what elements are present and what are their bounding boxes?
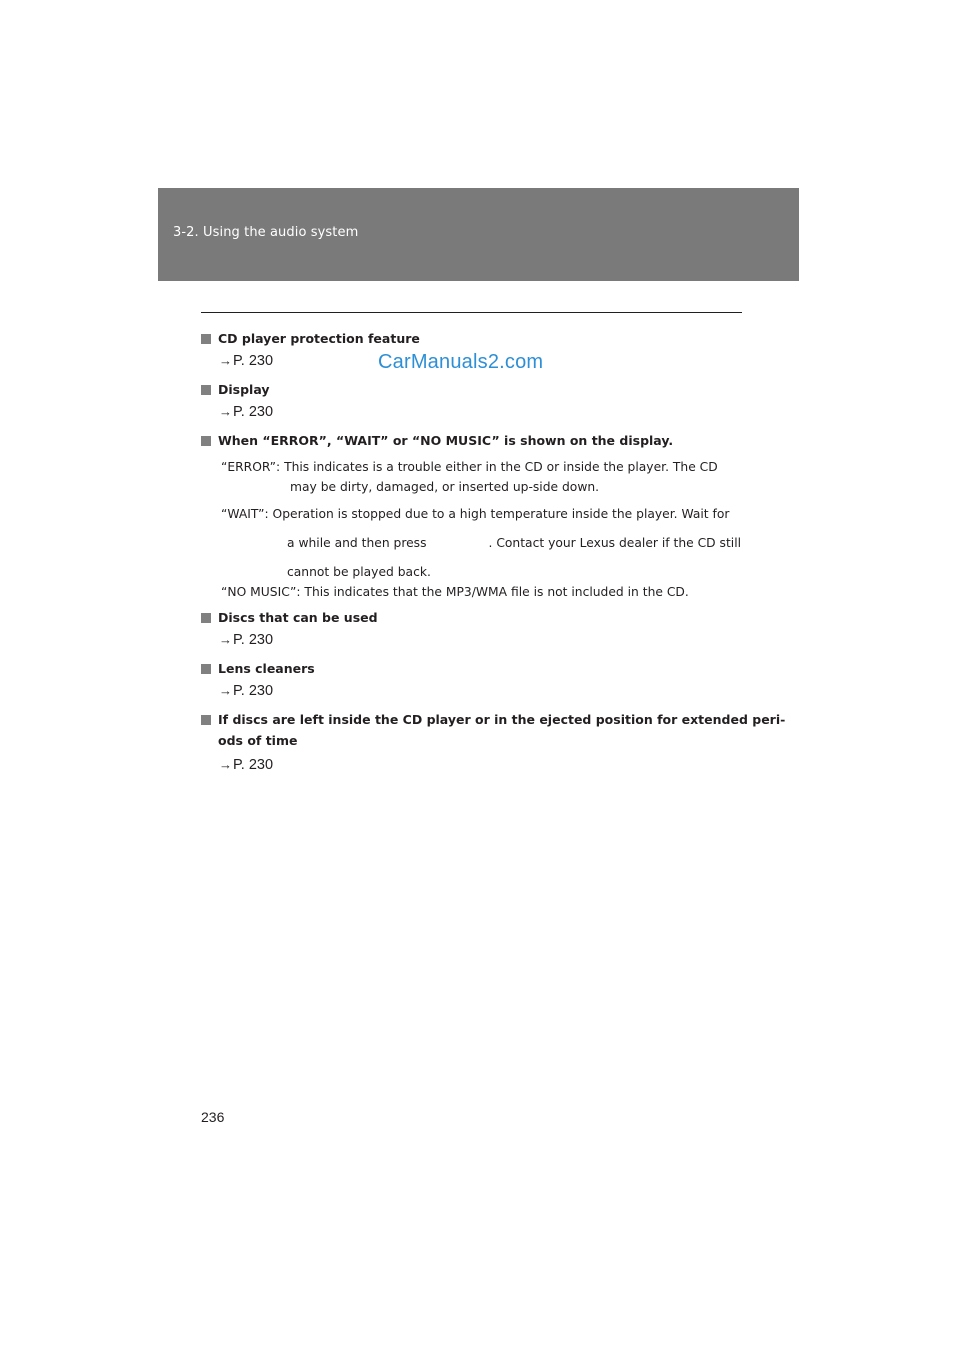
square-bullet-icon: [201, 385, 211, 395]
arrow-right-icon: →: [219, 404, 232, 419]
arrow-right-icon: →: [219, 757, 232, 772]
section-header-bar: [158, 188, 799, 281]
section-display-messages: [201, 430, 746, 451]
page-reference: →P. 230: [219, 353, 274, 369]
section-heading: If discs are left inside the CD player or in the ejected position for extended peri-: [201, 709, 746, 730]
square-bullet-icon: [201, 613, 211, 623]
arrow-right-icon: →: [219, 683, 232, 698]
arrow-right-icon: →: [219, 353, 232, 368]
header-divider: [201, 312, 742, 313]
wait-description: “WAIT”: Operation is stopped due to a high temperature inside the player. Wait for a while and then press . Contact your Lexus dealer if the CD still cannot be played back.: [221, 507, 742, 579]
page-reference: →P. 230: [219, 757, 274, 773]
section-heading: Lens cleaners: [201, 658, 746, 679]
section-heading-continued: ods of time: [218, 733, 298, 748]
error-description: “ERROR”: This indicates is a trouble either in the CD or inside the player. The CD may be dirty, damaged, or inserted up-side down.: [221, 460, 718, 494]
watermark: CarManuals2.com: [378, 351, 544, 373]
square-bullet-icon: [201, 664, 211, 674]
arrow-right-icon: →: [219, 632, 232, 647]
section-usable-discs: [201, 607, 746, 652]
section-cd-protection: [201, 328, 746, 373]
page-reference: →P. 230: [219, 683, 274, 699]
square-bullet-icon: [201, 334, 211, 344]
section-heading: Discs that can be used: [201, 607, 746, 628]
square-bullet-icon: [201, 715, 211, 725]
no-music-description: “NO MUSIC”: This indicates that the MP3/WMA file is not included in the CD.: [221, 585, 689, 599]
page-reference: →P. 230: [219, 632, 274, 648]
section-title: 3-2. Using the audio system: [173, 225, 359, 240]
page-number: 236: [201, 1109, 225, 1125]
square-bullet-icon: [201, 436, 211, 446]
section-lens-cleaners: [201, 658, 746, 703]
section-heading: When “ERROR”, “WAIT” or “NO MUSIC” is shown on the display.: [201, 430, 746, 451]
section-discs-left-inside: [201, 709, 786, 777]
section-display: [201, 379, 746, 424]
section-heading: Display: [201, 379, 746, 400]
section-heading: CD player protection feature: [201, 328, 746, 349]
page-reference: →P. 230: [219, 404, 274, 420]
